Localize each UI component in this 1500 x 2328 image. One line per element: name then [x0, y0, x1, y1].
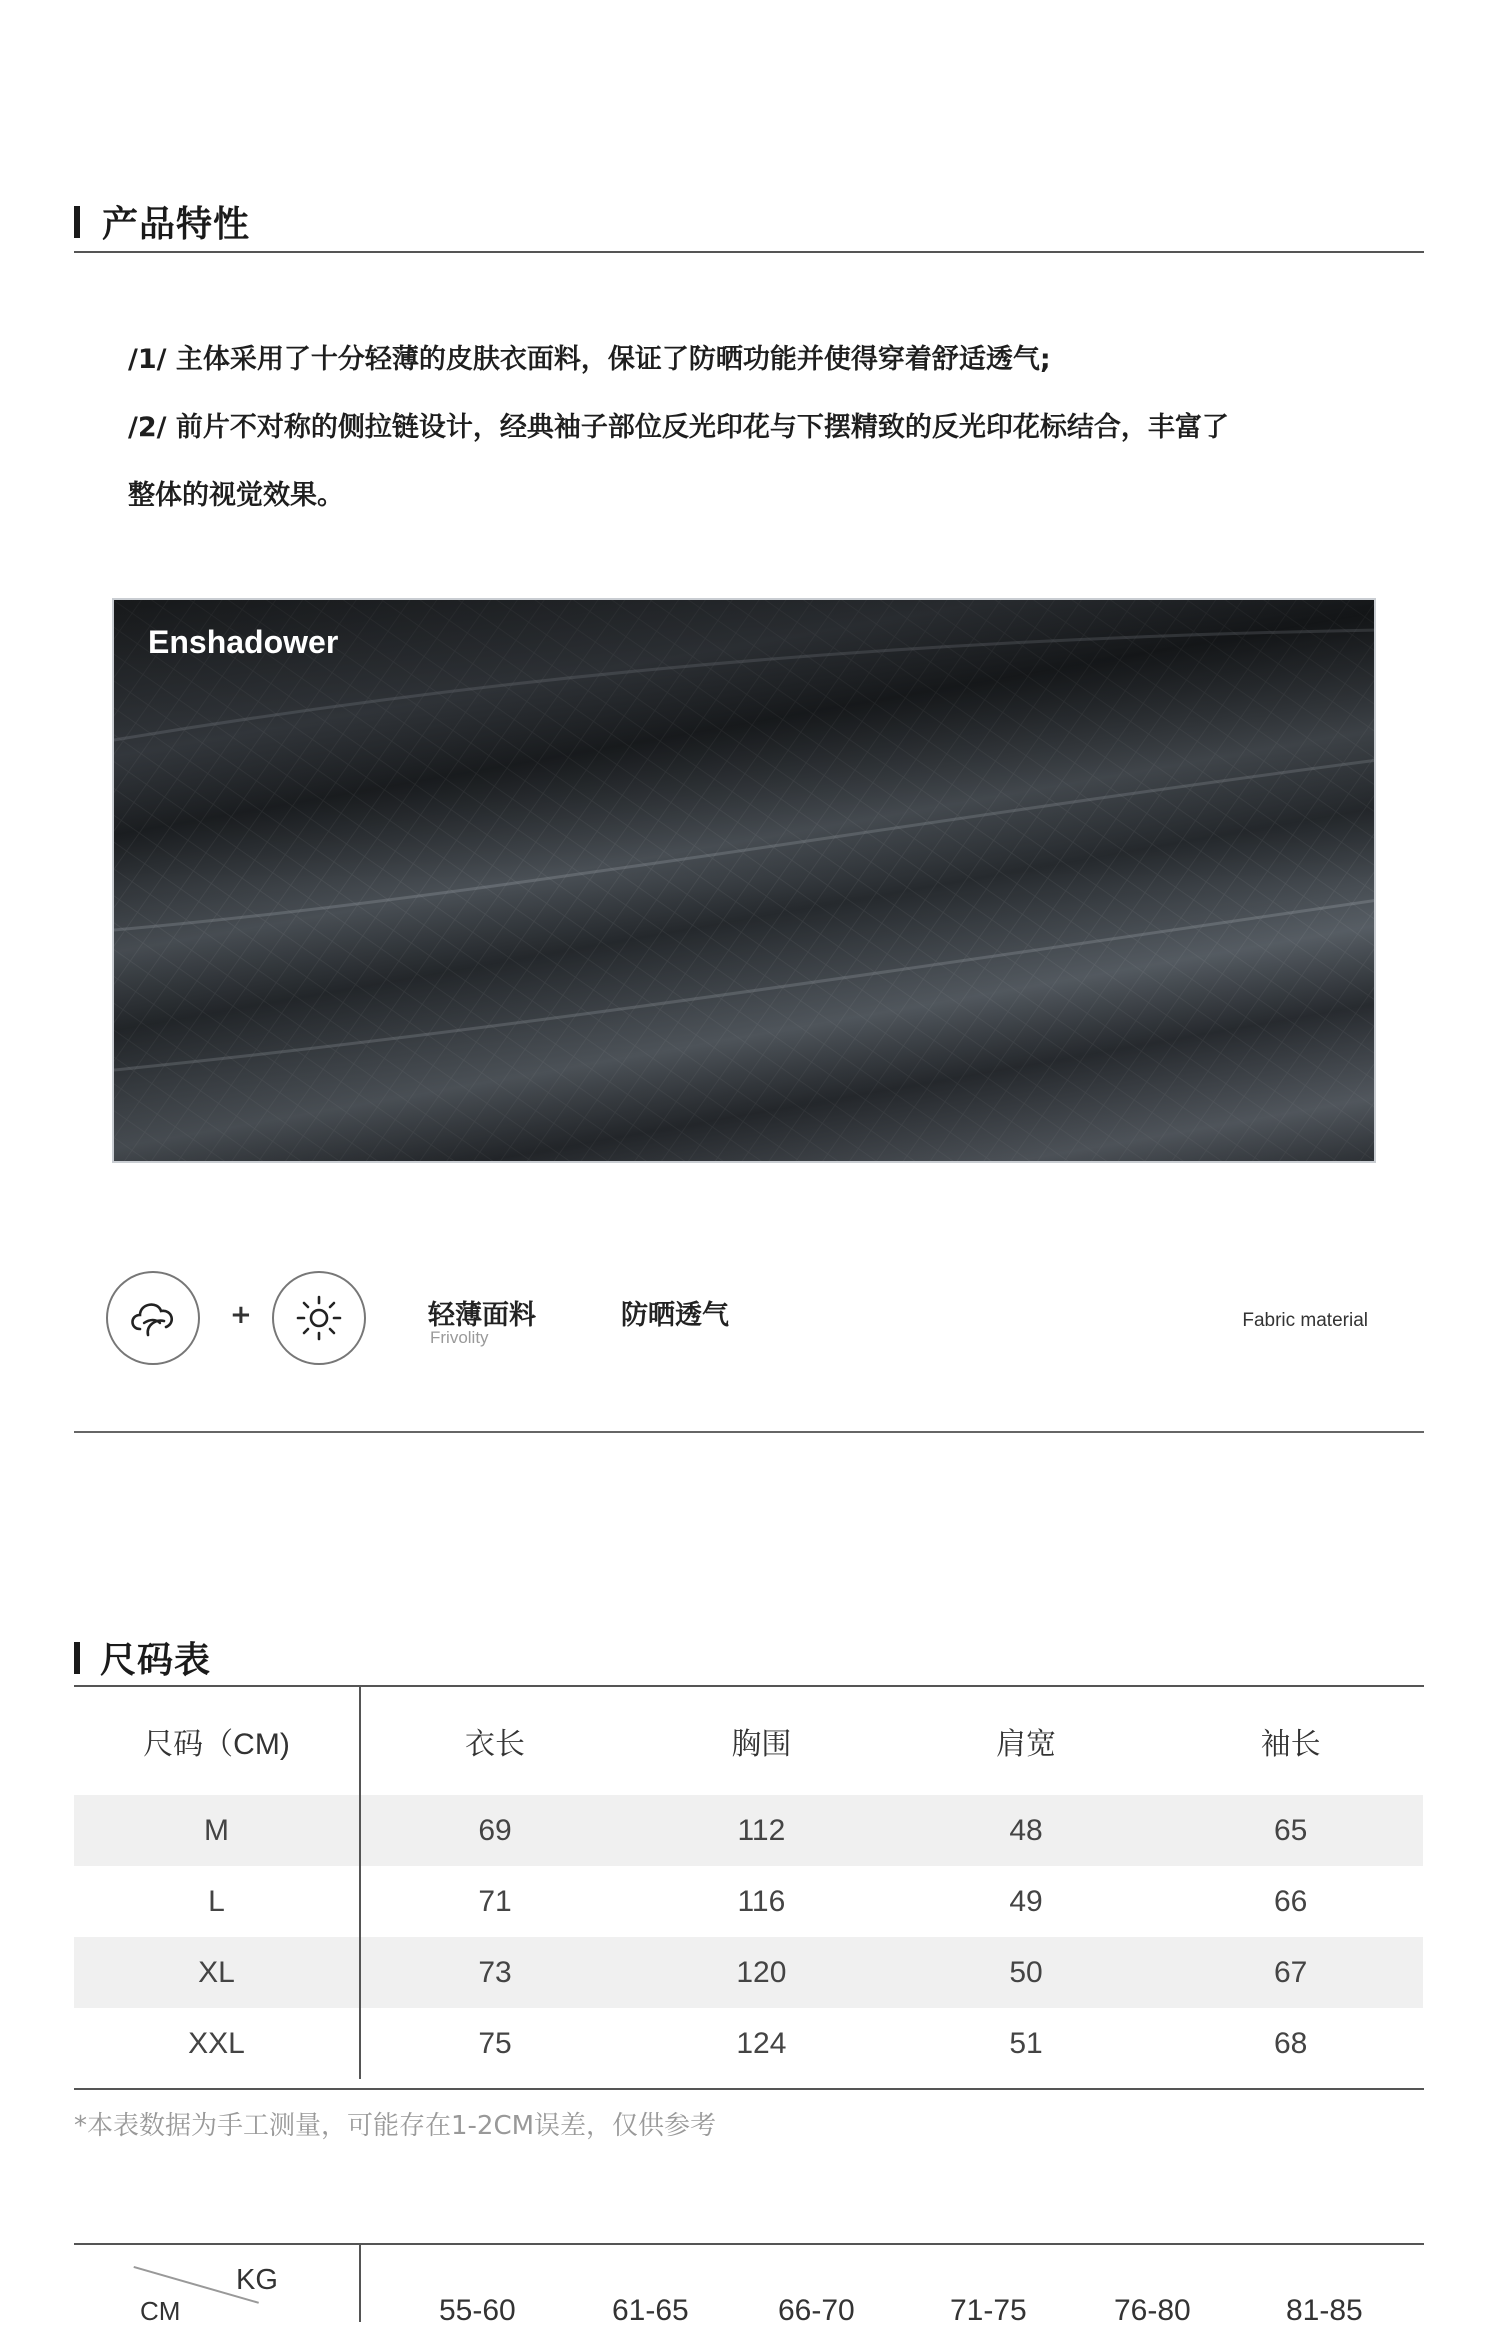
fabric-brand-label: Enshadower [148, 624, 339, 660]
table-cell: 71 [478, 1884, 512, 1918]
table-cell: XL [74, 1937, 360, 2008]
size-table-bottom-rule [74, 2088, 1424, 2090]
title-bar [74, 1642, 80, 1674]
title-bar [74, 206, 80, 238]
table-cell: 50 [894, 1937, 1159, 2008]
fabric-texture [114, 600, 1376, 1163]
weight-range: 81-85 [1286, 2294, 1363, 2327]
table-cell: 112 [629, 1795, 894, 1866]
size-table [74, 1687, 1424, 2079]
table-cell: 67 [1158, 1937, 1423, 2008]
feature-line-2: /2/ 前片不对称的侧拉链设计，经典袖子部位反光印花与下摆精致的反光印花标结合，丰富了 [128, 412, 1229, 443]
weight-range: 71-75 [950, 2294, 1027, 2327]
table-cell: 48 [894, 1795, 1159, 1866]
feature-line-1: /1/ 主体采用了十分轻薄的皮肤衣面料，保证了防晒功能并使得穿着舒适透气; [128, 344, 1051, 375]
table-row [74, 1795, 1423, 1866]
table-cell: XXL [74, 2008, 360, 2079]
weight-range: 66-70 [778, 2294, 855, 2327]
attr-sun-label: 防晒透气 [621, 1300, 729, 1331]
fabric-divider [74, 1431, 1424, 1433]
table-row [74, 2008, 1423, 2079]
table-cell: 49 [1009, 1884, 1043, 1918]
size-table-note: *本表数据为手工测量，可能存在1-2CM误差，仅供参考 [74, 2111, 717, 2141]
header-chest: 胸围 [731, 1728, 792, 1761]
weight-range: 55-60 [439, 2294, 516, 2327]
features-divider [74, 251, 1424, 253]
kg-label: KG [236, 2264, 278, 2296]
cm-label: CM [140, 2296, 181, 2326]
fabric-material-label: Fabric material [1242, 1310, 1368, 1331]
plus-sign: + [230, 1300, 252, 1330]
table-cell: L [74, 1866, 360, 1937]
table-cell: 75 [478, 2026, 512, 2060]
weight-range: 61-65 [612, 2294, 689, 2327]
features-section-title [74, 196, 250, 247]
table-cell: M [74, 1795, 360, 1866]
table-cell: 116 [737, 1884, 786, 1918]
table-row [74, 1937, 1423, 2008]
header-size: 尺码（CM) [74, 1687, 360, 1795]
fabric-image [112, 598, 1376, 1163]
table-cell: 66 [1273, 1884, 1308, 1918]
size-title-text: 尺码表 [100, 1640, 212, 1681]
table-cell: 73 [360, 1937, 629, 2008]
features-title-text: 产品特性 [102, 204, 251, 245]
feature-line-3: 整体的视觉效果。 [128, 480, 344, 511]
attr-light-label: 轻薄面料 [428, 1300, 536, 1331]
attr-light-sub: Frivolity [430, 1328, 489, 1347]
sun-icon [272, 1271, 366, 1365]
header-shoulder: 肩宽 [996, 1728, 1056, 1761]
table-cell: 69 [360, 1795, 629, 1866]
weight-table [74, 2244, 1424, 2327]
cloud-feather-icon [106, 1271, 200, 1365]
weight-table-vline [359, 2244, 361, 2322]
table-cell: 65 [1158, 1795, 1423, 1866]
size-table-header [74, 1687, 1423, 1795]
table-cell: 51 [1009, 2026, 1043, 2060]
header-length: 衣长 [465, 1728, 526, 1761]
table-cell: 124 [736, 2026, 787, 2060]
size-section-title [74, 1632, 211, 1683]
header-sleeve: 袖长 [1260, 1728, 1321, 1761]
weight-range: 76-80 [1114, 2294, 1191, 2327]
table-cell: 68 [1273, 2026, 1308, 2060]
table-row [74, 1866, 1423, 1937]
table-cell: 120 [629, 1937, 894, 2008]
